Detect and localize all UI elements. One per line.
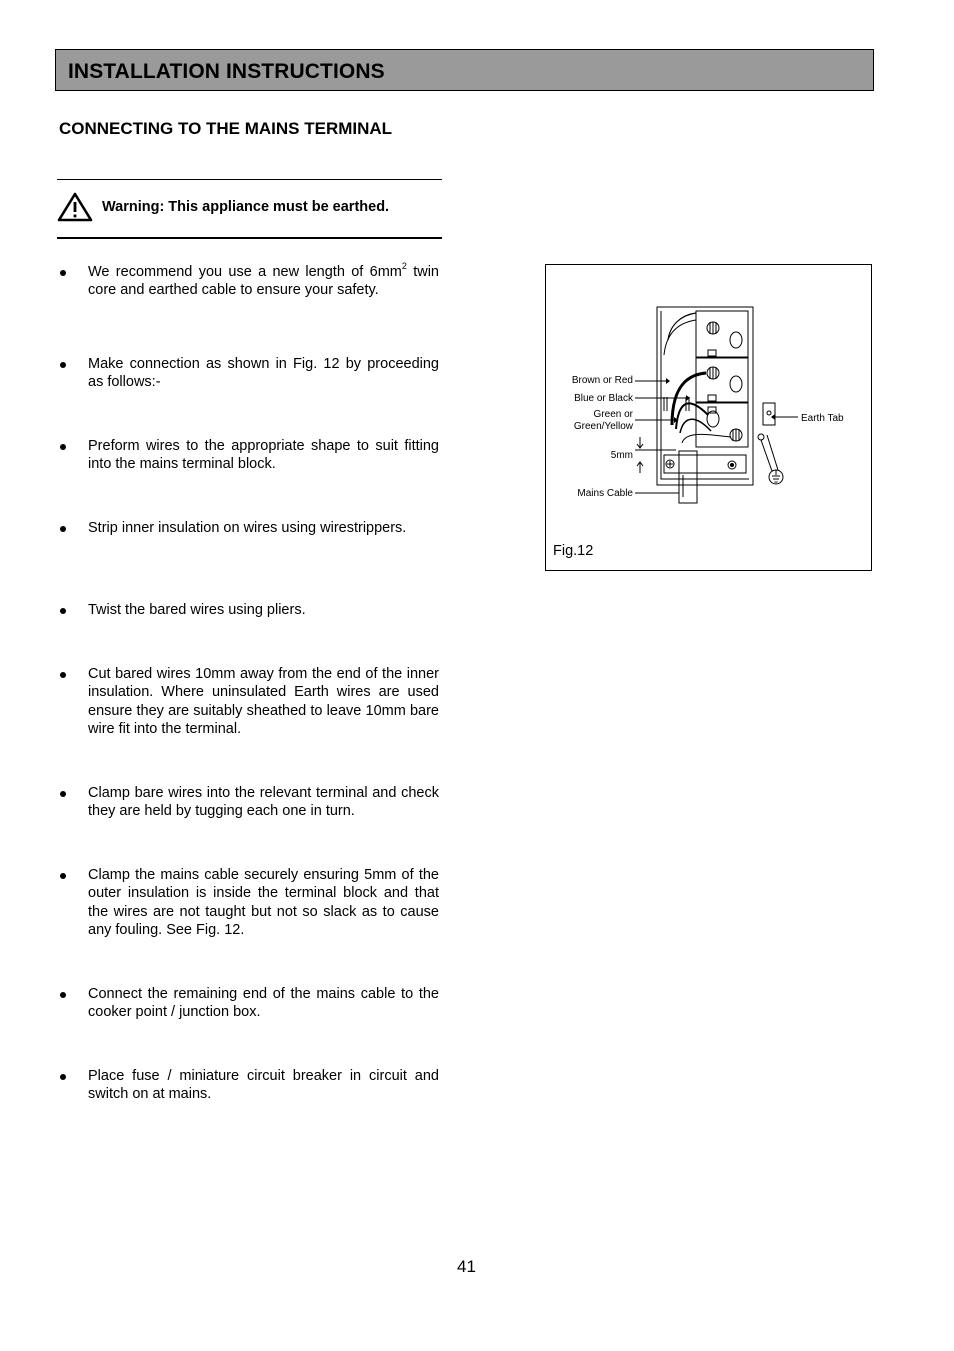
list-item <box>58 601 439 619</box>
page-header-title: INSTALLATION INSTRUCTIONS <box>68 60 385 83</box>
label-brown-or-red: Brown or Red <box>571 375 633 386</box>
page-number: 41 <box>457 1257 476 1276</box>
bullet-dot <box>60 791 66 797</box>
bullet-dot <box>60 672 66 678</box>
figure-caption: Fig.12 <box>553 543 594 559</box>
list-item-text: Clamp bare wires into the relevant terminal and check they are held by tugging each one in turn. <box>88 785 439 820</box>
figure-12 <box>545 264 872 571</box>
list-item <box>58 1067 439 1104</box>
list-item-text: Twist the bared wires using pliers. <box>88 602 306 618</box>
warning-triangle-icon <box>57 192 93 222</box>
label-mains-cable: Mains Cable <box>577 488 633 499</box>
bullet-dot <box>60 873 66 879</box>
section-title: CONNECTING TO THE MAINS TERMINAL <box>59 119 393 138</box>
list-item <box>58 985 439 1022</box>
list-item-text: Connect the remaining end of the mains cable to the cooker point / junction box. <box>88 986 439 1021</box>
label-green-yellow: Green/Yellow <box>573 421 633 432</box>
list-item-text: Preform wires to the appropriate shape to suit fitting into the mains terminal block. <box>88 438 439 473</box>
label-blue-or-black: Blue or Black <box>574 393 633 404</box>
list-item-text: We recommend you use a new length of $6mm^2$ twin core and earthed cable to ensure your safety. <box>88 261 439 299</box>
list-item <box>58 437 439 474</box>
bullet-dot <box>60 608 66 614</box>
list-item-text: Make connection as shown in Fig. 12 by proceeding as follows:- <box>88 356 439 391</box>
bullet-dot <box>60 992 66 998</box>
bullet-dot <box>60 526 66 532</box>
list-item-text: Strip inner insulation on wires using wirestrippers. <box>88 520 407 536</box>
list-item <box>58 519 439 537</box>
list-item-text: Cut bared wires 10mm away from the end of the inner insulation. Where uninsulated Earth wires are used ensure they are suitably sheathed to leave 10mm bare wire fit into the terminal. <box>88 666 439 738</box>
bullet-dot <box>60 362 66 368</box>
list-item <box>58 866 439 940</box>
label-5mm: 5mm <box>610 450 633 461</box>
list-item <box>58 784 439 821</box>
warning-top-rule <box>57 179 442 180</box>
label-earth-tab: Earth Tab <box>801 413 844 424</box>
list-item <box>58 263 439 300</box>
list-item-text: Clamp the mains cable securely ensuring 5mm of the outer insulation is inside the terminal block and that the wires are not taught but not so slack as to cause any fouling. See Fig. 12. <box>88 867 439 939</box>
warning-text: Warning: This appliance must be earthed. <box>102 199 390 215</box>
header-bar <box>55 49 874 91</box>
list-item <box>58 355 439 392</box>
terminal-block-diagram <box>546 265 871 570</box>
superscript: 2 <box>401 261 407 271</box>
bullet-dot <box>60 270 66 276</box>
label-green-or: Green or <box>593 409 633 420</box>
list-item-text: Place fuse / miniature circuit breaker in circuit and switch on at mains. <box>88 1068 439 1103</box>
warning-bottom-rule <box>57 237 442 239</box>
bullet-dot <box>60 444 66 450</box>
bullet-dot <box>60 1074 66 1080</box>
list-item <box>58 665 439 739</box>
